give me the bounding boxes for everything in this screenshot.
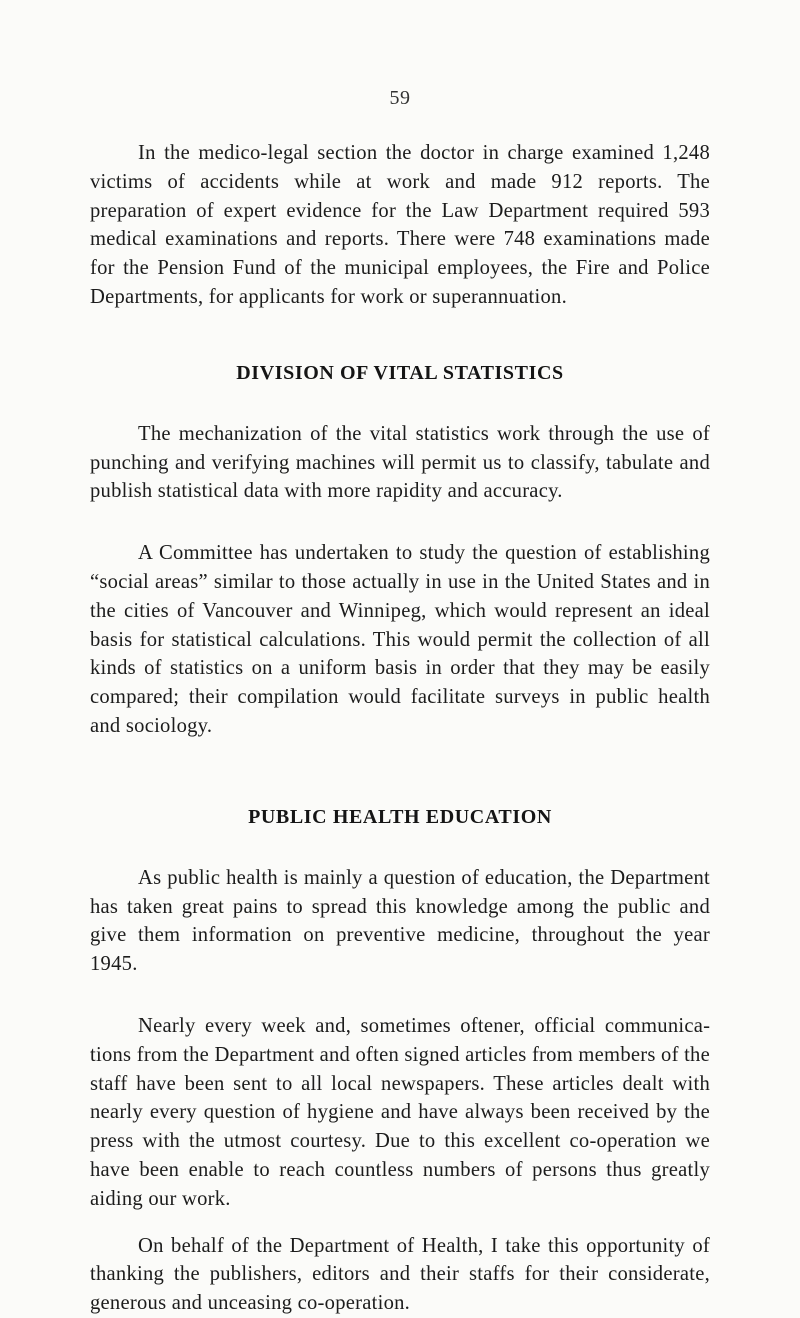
paragraph-medico-legal: In the medico-legal section the doctor in charge examined 1,248 victims of accidents while at work and made 912 reports. The preparation of expert evidence for the Law Department required 593 medical examinations and reports. There were 748 examinations made for the Pension Fund of the municipal employees, the Fire and Police Departments, for applicants for work or superannuation.	[90, 142, 710, 308]
paragraph-mechanization: The mechanization of the vital statistics work through the use of punching and verifying machines will permit us to classify, tabulate and publish statistical data with more rapidity and accuracy.	[90, 422, 710, 503]
heading-vital-statistics: DIVISION OF VITAL STATISTICS	[236, 361, 564, 384]
paragraph-public-health: As public health is mainly a question of education, the Department has taken great pains to spread this knowledge among the public and give them information on preventive medicine, throughout the year 1945.	[90, 866, 710, 976]
page-content	[90, 139, 710, 1318]
paragraph-social-areas: A Committee has undertaken to study the question of establishing “social areas” similar to those actually in use in the United States and in the cities of Vancouver and Winnipeg, which would represent an ideal basis for statistical calculations. This would permit the collection of all kinds of statistics on a uniform basis in order that they may be easily compared; their compilation would facilitate surveys in public health and sociology.	[90, 542, 710, 737]
paragraph-newspapers: Nearly every week and, sometimes oftener, official communications from the Department and often signed articles from members of the staff have been sent to all local newspapers. These articles dealt with nearly every question of hygiene and have always been received by the press with the utmost courtesy. Due to this excellent co-operation we have been enable to reach countless numbers of persons thus greatly aiding our work.	[90, 1014, 710, 1210]
heading-public-health-education: PUBLIC HEALTH EDUCATION	[248, 805, 552, 828]
paragraph-thanks: On behalf of the Department of Health, I take this opportunity of thanking the publishers, editors and their staffs for their considerate, generous and unceasing co-operation.	[90, 1234, 710, 1315]
page-number: 59	[389, 87, 411, 109]
